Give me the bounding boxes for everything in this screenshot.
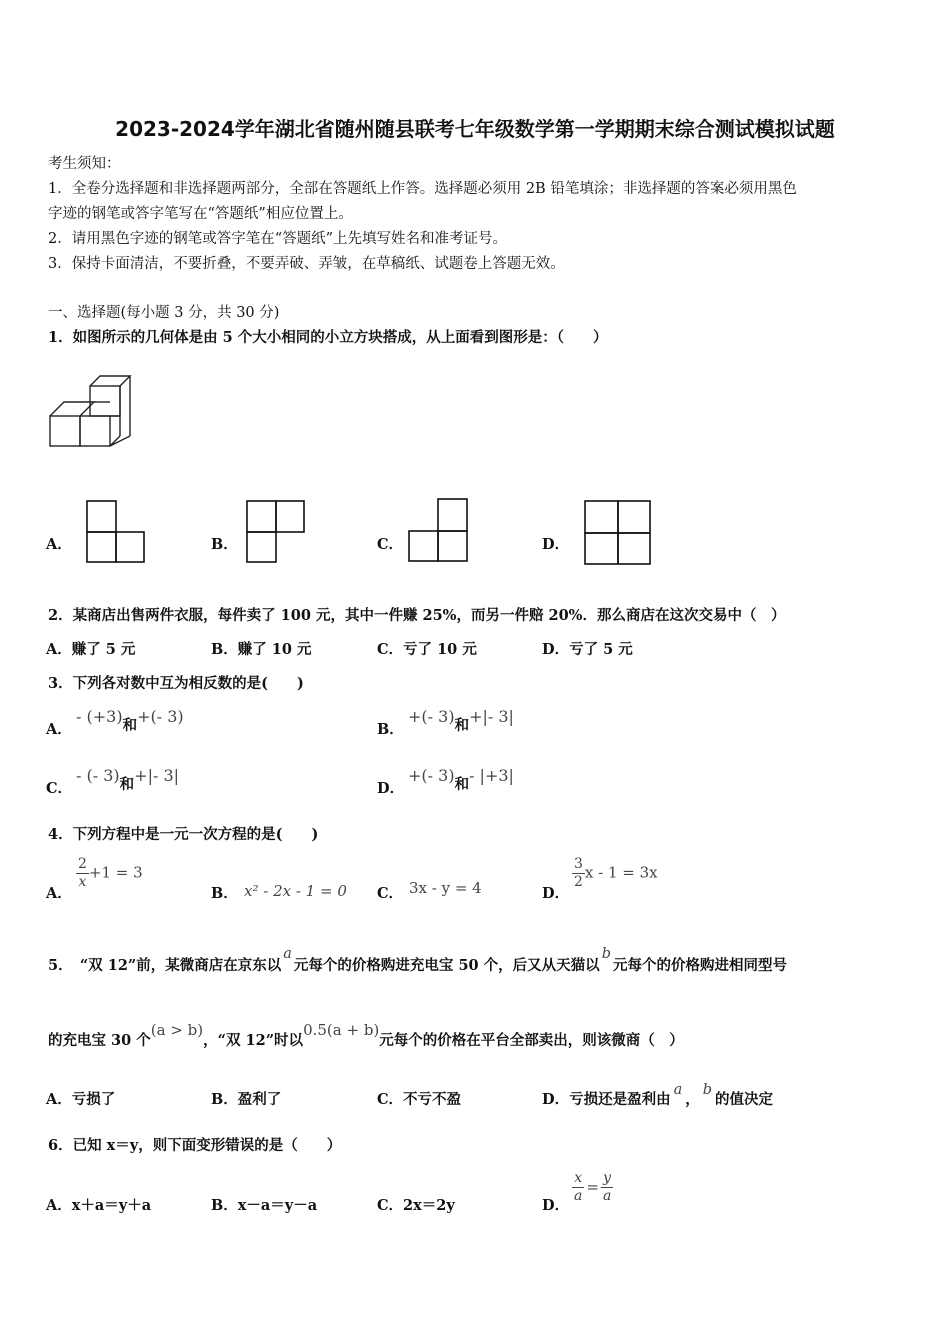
question-1-option-a-figure bbox=[86, 500, 146, 564]
question-5-option-d-tail: 的值决定 bbox=[715, 1091, 774, 1108]
question-3-option-a bbox=[76, 706, 184, 734]
question-3-option-a-expr-1: - (+3) bbox=[76, 707, 123, 726]
question-6-option-d-left-denominator: a bbox=[574, 1188, 583, 1204]
question-3-option-b-expr-2: +|- 3| bbox=[469, 707, 514, 726]
question-5-line-2-part-2: ，“双 12”时以 bbox=[203, 1032, 304, 1049]
question-6-option-c: C．2x＝2y bbox=[377, 1197, 455, 1214]
question-4-option-d bbox=[572, 856, 658, 891]
question-5-line-2 bbox=[48, 1021, 684, 1050]
question-4-option-a bbox=[76, 856, 143, 891]
question-4-option-d-rest: x - 1 = 3x bbox=[584, 863, 658, 882]
question-3-option-d-expr-2: - |+3| bbox=[469, 766, 514, 785]
question-2-option-d: D．亏了 5 元 bbox=[542, 641, 633, 658]
question-5-condition: (a > b) bbox=[150, 1021, 204, 1039]
question-5-var-b: b bbox=[601, 946, 611, 962]
question-4-option-d-denominator: 2 bbox=[574, 874, 583, 890]
question-1-solid-figure bbox=[46, 362, 136, 452]
question-5-option-c: C．不亏不盈 bbox=[377, 1091, 462, 1108]
question-4-option-a-label: A． bbox=[46, 885, 72, 902]
notice-item-1-line-2: 字迹的钢笔或答字笔写在“答题纸”相应位置上。 bbox=[48, 206, 353, 222]
question-5-option-d-var-a: a bbox=[673, 1082, 683, 1098]
question-6-option-b: B．x－a＝y－a bbox=[211, 1197, 318, 1214]
question-2-stem: 2．某商店出售两件衣服，每件卖了 100 元，其中一件赚 25%，而另一件赔 20%．那么商店在这次交易中（ ） bbox=[48, 607, 786, 624]
question-3-option-b-label: B． bbox=[377, 721, 404, 738]
page-title: 2023-2024学年湖北省随州随县联考七年级数学第一学期期末综合测试模拟试题 bbox=[115, 117, 835, 141]
question-6-stem: 6．已知 x＝y，则下面变形错误的是（ ） bbox=[48, 1137, 342, 1154]
question-6-option-d bbox=[572, 1170, 613, 1205]
question-4-option-c-label: C． bbox=[377, 885, 404, 902]
question-2-option-b: B．赚了 10 元 bbox=[211, 641, 312, 658]
question-5-line-1-part-2: 元每个的价格购进充电宝 50 个，后又从天猫以 bbox=[293, 957, 600, 974]
question-1-stem: 1．如图所示的几何体是由 5 个大小相同的小立方块搭成，从上面看到图形是：（ ） bbox=[48, 329, 608, 346]
question-5-option-a: A．亏损了 bbox=[46, 1091, 116, 1108]
question-3-option-c-label: C． bbox=[46, 780, 73, 797]
notice-heading: 考生须知： bbox=[48, 156, 121, 172]
question-4-option-d-label: D． bbox=[542, 885, 570, 902]
question-6-option-d-right-denominator: a bbox=[602, 1188, 612, 1204]
question-3-option-d-and: 和 bbox=[454, 776, 470, 793]
question-6-option-d-left-fraction bbox=[572, 1170, 584, 1205]
question-3-option-b-and: 和 bbox=[454, 717, 470, 734]
question-5-line-1-part-1: 5． “双 12”前，某微商店在京东以 bbox=[48, 957, 282, 974]
question-4-option-a-fraction bbox=[76, 856, 89, 891]
notice-item-1-line-1: 1．全卷分选择题和非选择题两部分，全部在答题纸上作答。选择题必须用 2B 铅笔填涂；非选择题的答案必须用黑色 bbox=[48, 181, 797, 197]
question-5-option-d bbox=[542, 1082, 774, 1109]
question-5-var-a: a bbox=[283, 946, 292, 962]
question-1-option-d-label: D． bbox=[542, 536, 570, 553]
question-4-option-b-label: B． bbox=[211, 885, 238, 902]
question-4-option-b-expr: x² - 2x - 1 = 0 bbox=[244, 882, 347, 900]
question-3-option-a-and: 和 bbox=[122, 717, 138, 734]
question-3-option-c bbox=[76, 765, 180, 793]
question-1-option-b-label: B． bbox=[211, 536, 238, 553]
question-5-line-1 bbox=[48, 946, 787, 975]
question-3-option-b bbox=[408, 706, 514, 734]
question-3-option-c-expr-2: +|- 3| bbox=[134, 766, 180, 785]
question-6-option-d-left-numerator: x bbox=[572, 1170, 584, 1188]
question-4-option-a-denominator: x bbox=[78, 874, 87, 890]
question-5-option-b: B．盈利了 bbox=[211, 1091, 282, 1108]
question-6-option-d-right-fraction bbox=[601, 1170, 613, 1205]
section-heading: 一、选择题(每小题 3 分，共 30 分) bbox=[48, 305, 280, 321]
question-4-option-d-fraction bbox=[572, 856, 585, 891]
question-3-option-b-expr-1: +(- 3) bbox=[408, 707, 455, 726]
question-5-line-1-part-3: 元每个的价格购进相同型号 bbox=[612, 957, 787, 974]
question-5-option-d-var-b: b bbox=[702, 1082, 713, 1098]
question-5-option-d-text: D．亏损还是盈利由 bbox=[542, 1091, 671, 1108]
question-2-option-a: A．赚了 5 元 bbox=[46, 641, 136, 658]
question-6-option-d-equals: = bbox=[586, 1177, 599, 1196]
question-3-option-d-label: D． bbox=[377, 780, 405, 797]
question-1-option-a-label: A． bbox=[46, 536, 72, 553]
question-3-option-c-expr-1: - (- 3) bbox=[76, 766, 120, 785]
question-4-option-c-expr: 3x - y = 4 bbox=[409, 879, 482, 897]
question-4-stem: 4．下列方程中是一元一次方程的是( ) bbox=[48, 826, 319, 843]
notice-item-2: 2．请用黑色字迹的钢笔或答字笔在“答题纸”上先填写姓名和准考证号。 bbox=[48, 231, 508, 247]
question-1-option-c-figure bbox=[408, 498, 470, 564]
notice-item-3: 3．保持卡面清洁，不要折叠，不要弄破、弄皱，在草稿纸、试题卷上答题无效。 bbox=[48, 256, 565, 272]
question-3-option-d-expr-1: +(- 3) bbox=[408, 766, 455, 785]
question-3-option-a-expr-2: +(- 3) bbox=[137, 707, 184, 726]
question-4-option-a-numerator: 2 bbox=[78, 856, 87, 872]
question-1-option-b-figure bbox=[246, 500, 306, 564]
question-4-option-d-numerator: 3 bbox=[574, 856, 583, 872]
question-5-price: 0.5(a + b) bbox=[303, 1021, 380, 1039]
question-3-option-c-and: 和 bbox=[119, 776, 135, 793]
question-3-option-a-label: A． bbox=[46, 721, 72, 738]
question-6-option-a: A．x＋a＝y＋a bbox=[46, 1197, 152, 1214]
question-6-option-d-label: D． bbox=[542, 1197, 570, 1214]
question-6-option-d-right-numerator: y bbox=[601, 1170, 613, 1188]
question-5-line-2-part-1: 的充电宝 30 个 bbox=[48, 1032, 151, 1049]
question-1-option-d-figure bbox=[584, 500, 654, 566]
question-5-line-2-part-3: 元每个的价格在平台全部卖出，则该微商（ ） bbox=[379, 1032, 684, 1049]
question-1-option-c-label: C． bbox=[377, 536, 404, 553]
question-5-option-d-comma: ， bbox=[685, 1091, 700, 1108]
question-2-option-c: C．亏了 10 元 bbox=[377, 641, 477, 658]
question-3-stem: 3．下列各对数中互为相反数的是( ) bbox=[48, 675, 304, 692]
question-4-option-a-rest: +1 = 3 bbox=[88, 863, 143, 882]
question-3-option-d bbox=[408, 765, 514, 793]
